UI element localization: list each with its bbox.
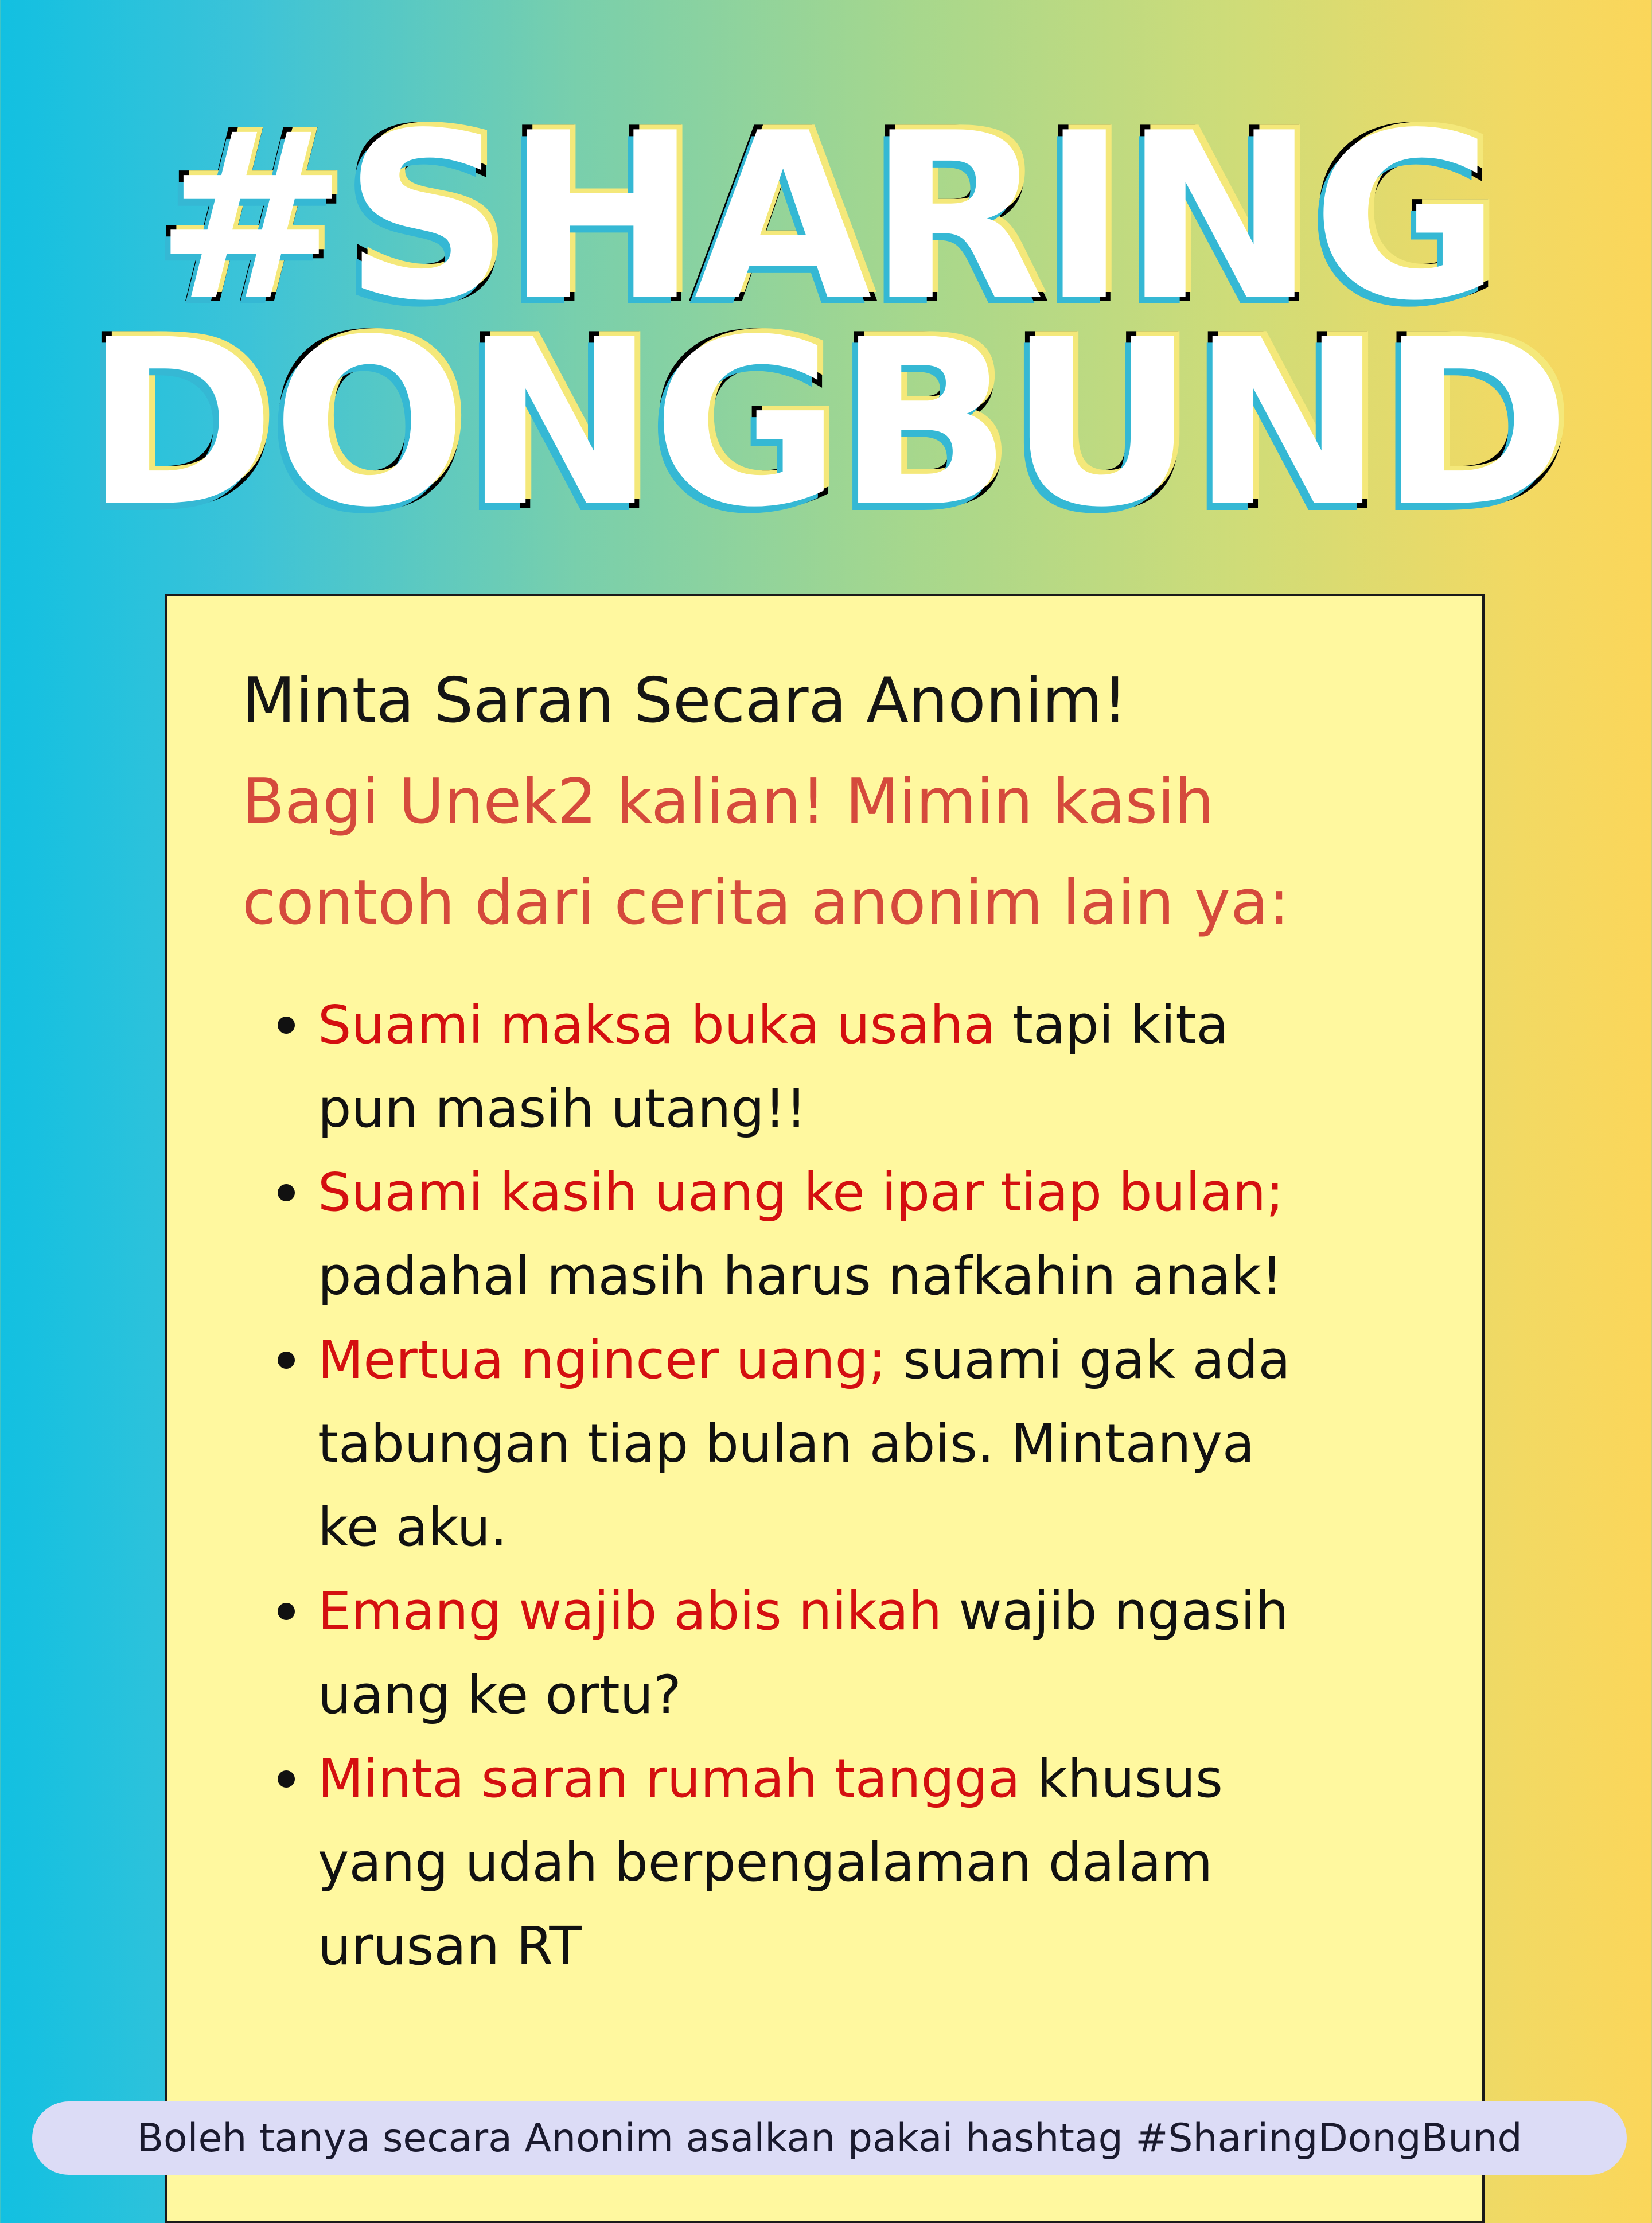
list-item [271,1570,1447,1737]
list-item-text: suami gak ada [886,1329,1291,1391]
list-item-line-2: uang ke ortu? [318,1664,681,1726]
list-item-text: wajib ngasih [942,1580,1289,1642]
list-item-text: khusus [1020,1748,1223,1809]
content-card [165,594,1485,2223]
list-item-line-1 [318,1151,1447,1235]
list-item [271,1318,1447,1570]
footer-hashtag-note: Boleh tanya secara Anonim asalkan pakai hashtag #SharingDongBund [32,2101,1627,2175]
list-item-line-1 [318,1570,1447,1653]
bullet-dot-icon [278,1770,295,1788]
list-item-highlight: Emang wajib abis nikah [318,1580,942,1642]
card-subheading [242,752,1447,953]
list-item-line-2: pun masih utang!! [318,1078,807,1139]
bullet-dot-icon [278,1603,295,1620]
list-item-text: tapi kita [995,994,1229,1056]
title-line-2: DONGBUND [85,291,1567,558]
list-item-highlight: Suami maksa buka usaha [318,994,996,1056]
bullet-dot-icon [278,1017,295,1034]
list-item [271,1151,1447,1318]
list-item-line-3: ke aku. [318,1497,508,1558]
list-item-line-1 [318,1318,1447,1402]
card-subheading-line-1: Bagi Unek2 kalian! Mimin kasih [242,766,1214,838]
title-line-1: #SHARING [155,84,1497,351]
list-item [271,1737,1447,1988]
example-list [271,983,1447,1988]
list-item-highlight: Mertua ngincer uang; [318,1329,887,1391]
list-item-line-1 [318,1737,1447,1821]
list-item [271,983,1447,1151]
card-heading: Minta Saran Secara Anonim! [242,665,1128,737]
bullet-dot-icon [278,1352,295,1369]
card-subheading-line-2: contoh dari cerita anonim lain ya: [242,867,1289,939]
list-item-highlight: Minta saran rumah tangga [318,1748,1020,1809]
bullet-dot-icon [278,1184,295,1201]
list-item-line-3: urusan RT [318,1916,582,1977]
list-item-line-2: tabungan tiap bulan abis. Mintanya [318,1413,1255,1474]
list-item-line-1 [318,983,1447,1067]
list-item-line-2: padahal masih harus nafkahin anak! [318,1245,1283,1307]
list-item-highlight: Suami kasih uang ke ipar tiap bulan; [318,1162,1284,1223]
list-item-line-2: yang udah berpengalaman dalam [318,1832,1213,1893]
